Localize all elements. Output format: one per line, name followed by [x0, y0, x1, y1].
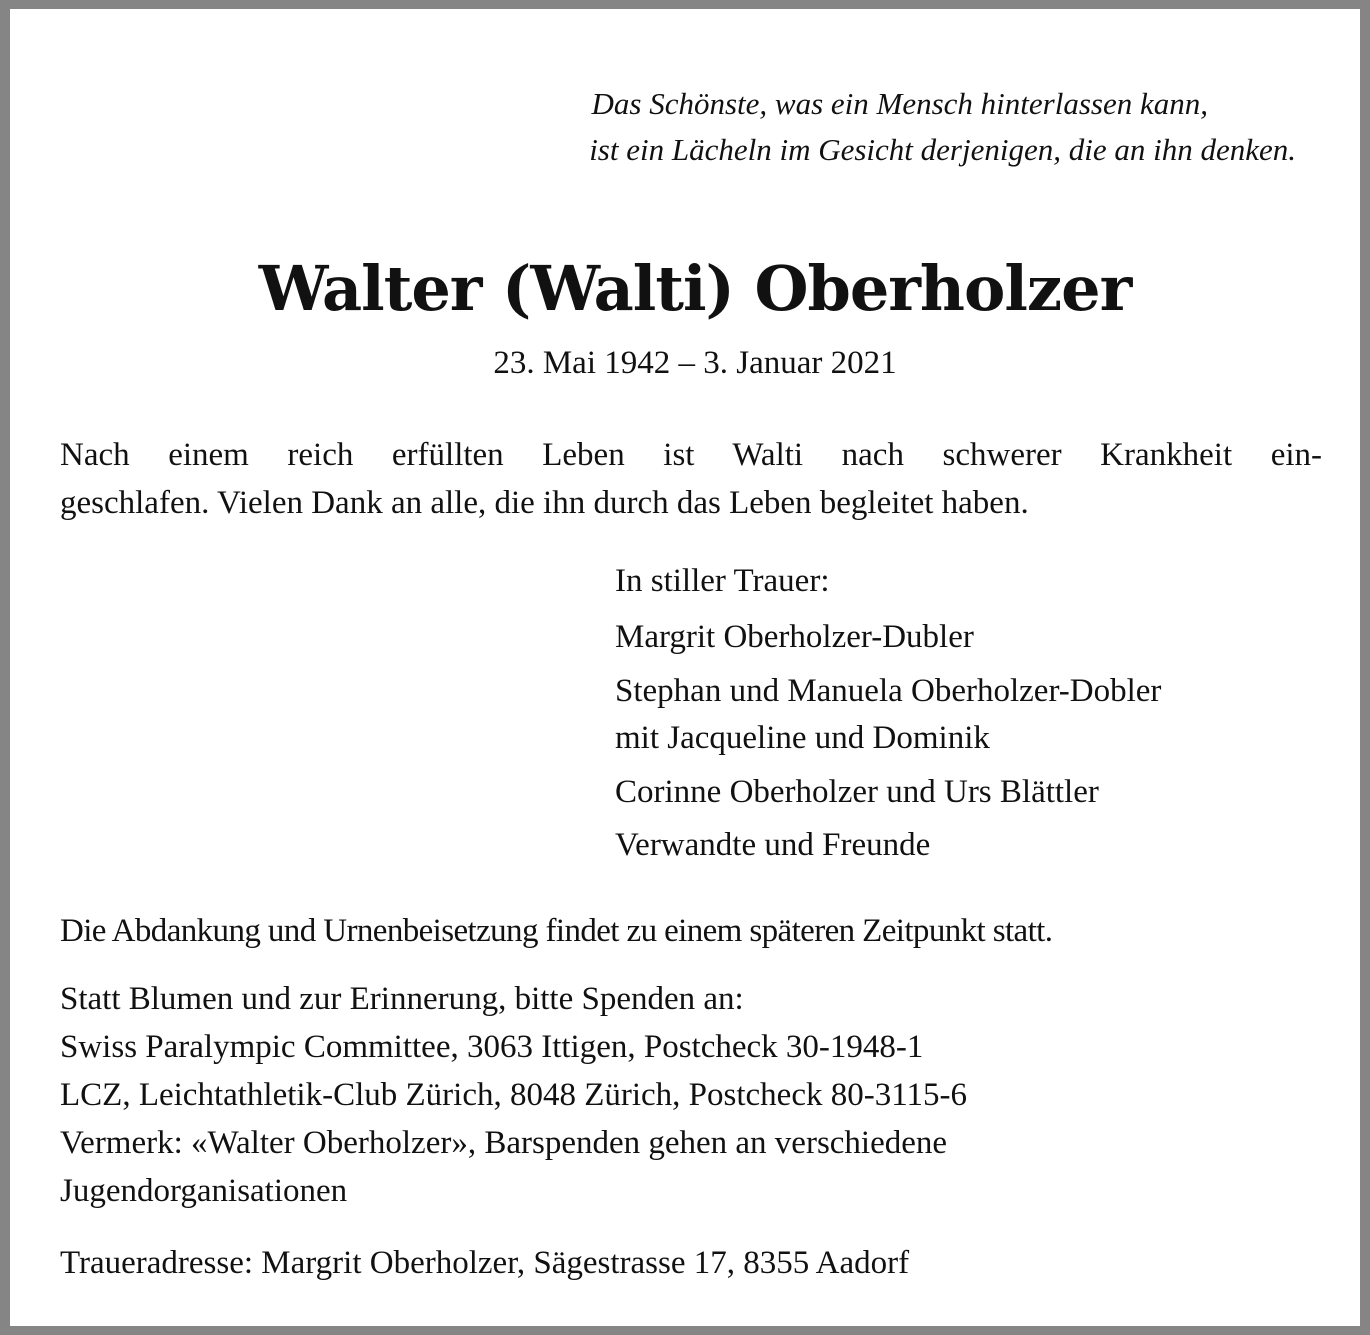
motto-line: Das Schönste, was ein Mensch hinterlassen kann, [591, 86, 1208, 121]
mourner-entry: Stephan und Manuela Oberholzer-Dobler [615, 673, 1162, 709]
donation-line: Swiss Paralympic Committee, 3063 Ittigen, Postcheck 30-1948-1 [60, 1029, 924, 1065]
mourner-entry: Margrit Oberholzer-Dubler [615, 619, 974, 655]
motto-line: ist ein Lächeln im Gesicht derjenigen, die an ihn denken. [589, 132, 1296, 167]
donation-line: Vermerk: «Walter Oberholzer», Barspenden gehen an verschiedene [60, 1125, 948, 1161]
funeral-notice: Die Abdankung und Urnenbeisetzung findet zu einem späteren Zeitpunkt statt. [60, 913, 1053, 949]
mourners-heading: In stiller Trauer: [615, 563, 830, 599]
mourner-entry: mit Jacqueline und Dominik [615, 720, 990, 756]
motto-quote [589, 81, 1296, 173]
donation-line: Jugendorganisationen [60, 1173, 348, 1209]
mourner-entry: Verwandte und Freunde [615, 827, 931, 863]
intro-line: geschlafen. Vielen Dank an alle, die ihn durch das Leben begleitet haben. [60, 485, 1029, 521]
donation-info [60, 975, 967, 1215]
intro-line: Nach einem reich erfüllten Leben ist Walti nach schwerer Krankheit ein- [60, 437, 1322, 473]
deceased-name: Walter (Walti) Oberholzer [258, 252, 1132, 325]
mourning-address: Traueradresse: Margrit Oberholzer, Sägestrasse 17, 8355 Aadorf [60, 1245, 910, 1281]
mourner-entry: Corinne Oberholzer und Urs Blättler [615, 774, 1099, 810]
life-dates: 23. Mai 1942 – 3. Januar 2021 [493, 345, 897, 381]
donation-line: LCZ, Leichtathletik-Club Zürich, 8048 Zürich, Postcheck 80-3115-6 [60, 1077, 967, 1113]
donation-line: Statt Blumen und zur Erinnerung, bitte Spenden an: [60, 981, 744, 1017]
intro-paragraph [60, 431, 1322, 527]
